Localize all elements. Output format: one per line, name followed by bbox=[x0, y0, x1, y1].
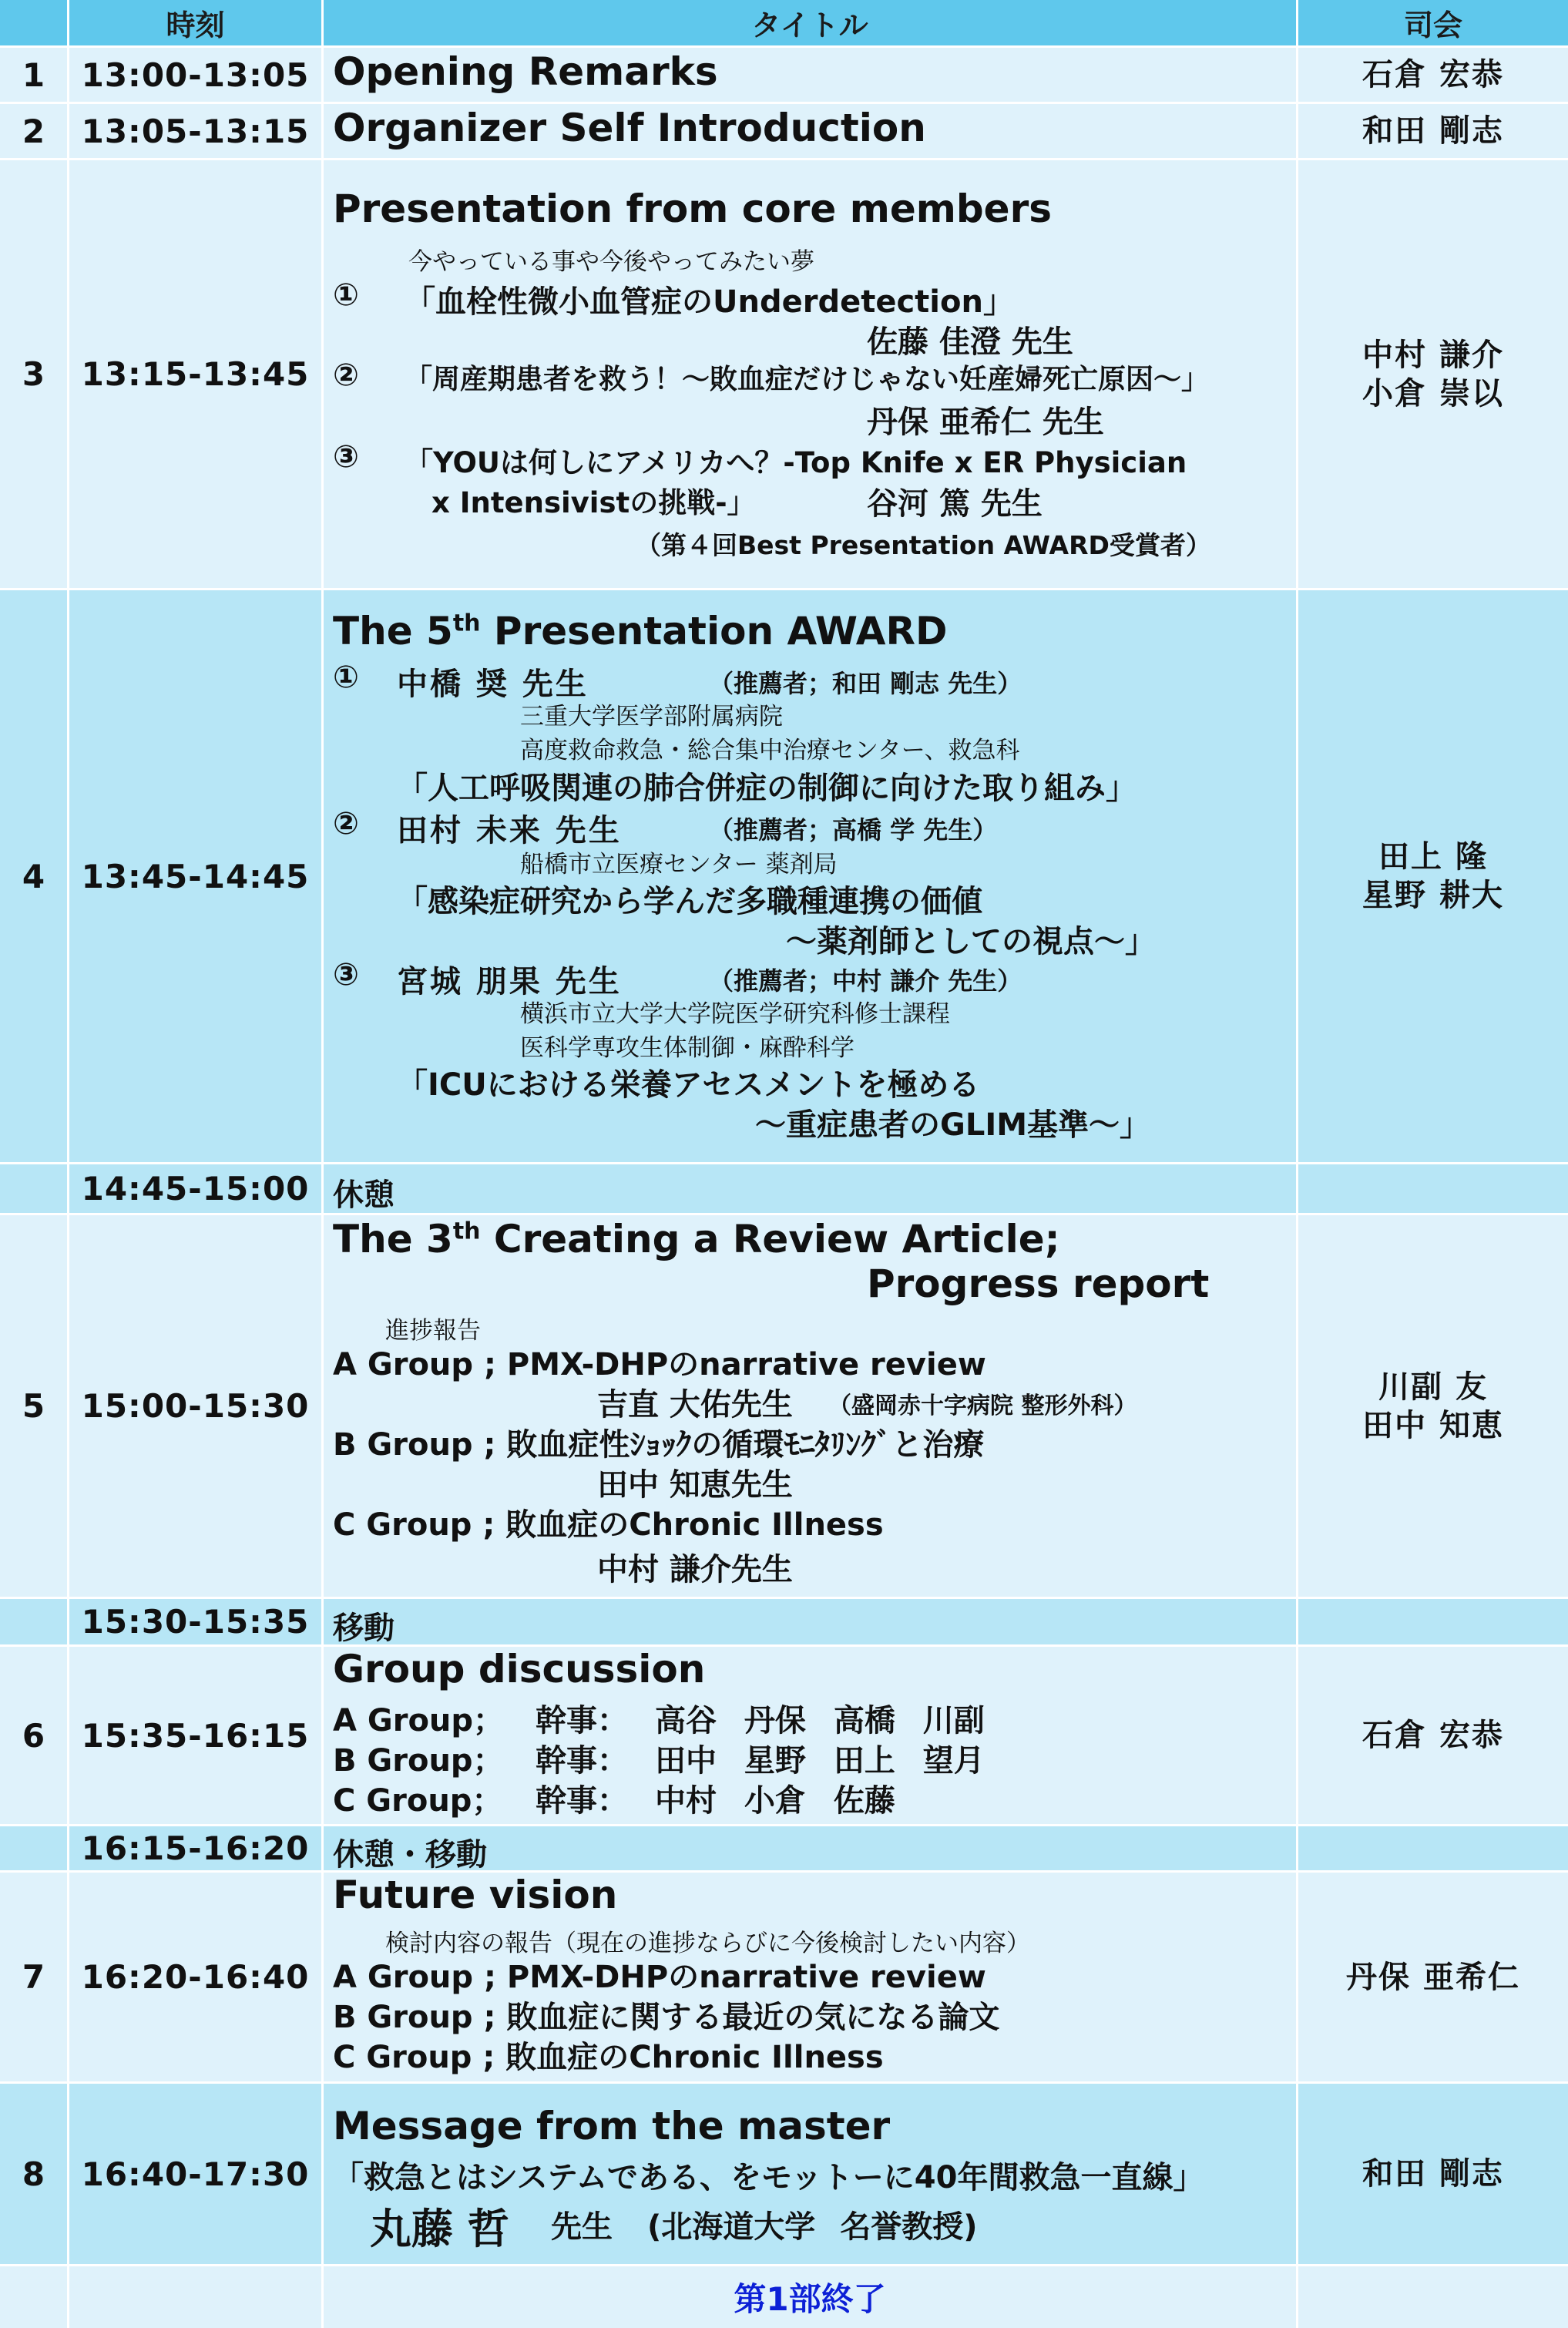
row-number: 3 bbox=[0, 160, 69, 590]
break-label: 移動 bbox=[333, 1611, 395, 1646]
group-person-note: （盛岡赤十字病院 整形外科） bbox=[828, 1392, 1137, 1419]
row-title-cell bbox=[324, 1873, 1298, 2084]
group-person: 田中 知恵先生 bbox=[597, 1467, 793, 1503]
chair-name: 田上 隆 bbox=[1378, 839, 1488, 875]
row-time: 16:15-16:20 bbox=[69, 1826, 324, 1873]
row-time: 14:45-15:00 bbox=[69, 1164, 324, 1215]
row-number: 7 bbox=[0, 1873, 69, 2084]
group-line: C Group ; 敗血症のChronic Illness bbox=[333, 1507, 884, 1543]
master-honorific: 先生 bbox=[551, 2209, 613, 2245]
row-time: 15:30-15:35 bbox=[69, 1599, 324, 1647]
group-line: C Group ; 敗血症のChronic Illness bbox=[333, 2040, 884, 2075]
presentation-topic-continued: x Intensivistの挑戦-」 bbox=[431, 486, 756, 519]
group-label: C Group； bbox=[333, 1783, 503, 1819]
row-number: 6 bbox=[0, 1647, 69, 1826]
row-title-cell bbox=[324, 48, 1298, 104]
header-number-cell bbox=[0, 0, 69, 48]
group-person: 中村 謙介先生 bbox=[597, 1552, 793, 1587]
affiliation-line: 高度救命救急・総合集中治療センター、救急科 bbox=[520, 737, 1020, 764]
break-label: 休憩・移動 bbox=[333, 1837, 487, 1873]
award-topic: 「ICUにおける栄養アセスメントを極める bbox=[397, 1067, 980, 1103]
group-members: 田中 星野 田上 望月 bbox=[655, 1743, 985, 1779]
row-chair bbox=[1298, 1873, 1568, 2084]
session-subtitle: 検討内容の報告（現在の進捗ならびに今後検討したい内容） bbox=[385, 1930, 1030, 1957]
session-title-line2: Progress report bbox=[867, 1261, 1210, 1306]
item-mark: ② bbox=[333, 358, 359, 393]
row-number bbox=[0, 1164, 69, 1215]
affiliation-line: 医科学専攻生体制御・麻酔科学 bbox=[520, 1034, 855, 1062]
recommender: （推薦者；中村 謙介 先生） bbox=[709, 966, 1022, 996]
item-mark: ③ bbox=[333, 439, 359, 475]
award-note: （第４回Best Presentation AWARD受賞者） bbox=[636, 530, 1211, 560]
award-topic-continued: ～重症患者のGLIM基準～」 bbox=[755, 1107, 1151, 1143]
session-subtitle: 進捗報告 bbox=[385, 1317, 481, 1345]
row-chair bbox=[1298, 1215, 1568, 1599]
session-subtitle: 今やっている事や今後やってみたい夢 bbox=[408, 248, 814, 276]
row-chair bbox=[1298, 160, 1568, 590]
master-name: 丸藤 哲 bbox=[370, 2205, 509, 2253]
row-time: 16:40-17:30 bbox=[69, 2084, 324, 2266]
row-chair bbox=[1298, 1164, 1568, 1215]
group-role: 幹事： bbox=[536, 1783, 628, 1819]
entry-mark: ② bbox=[333, 806, 359, 842]
row-chair bbox=[1298, 48, 1568, 104]
session-title: Message from the master bbox=[333, 2104, 891, 2148]
group-line: A Group ; PMX-DHPのnarrative review bbox=[333, 1960, 986, 1995]
row-chair bbox=[1298, 1599, 1568, 1647]
item-mark: ① bbox=[333, 277, 359, 313]
nominee-name: 宮城 朋果 先生 bbox=[397, 964, 622, 999]
presentation-topic: 「周産期患者を救う！～敗血症だけじゃない妊産婦死亡原因～」 bbox=[405, 364, 1210, 395]
row-number bbox=[0, 1599, 69, 1647]
chair-name: 石倉 宏恭 bbox=[1362, 1718, 1504, 1753]
recommender: （推薦者；和田 剛志 先生） bbox=[709, 669, 1022, 698]
master-quote: 「救急とはシステムである、をモットーに40年間救急一直線」 bbox=[333, 2160, 1204, 2195]
affiliation-line: 横浜市立大学大学院医学研究科修士課程 bbox=[520, 1000, 950, 1028]
row-chair bbox=[1298, 1647, 1568, 1826]
row-title-cell bbox=[324, 1215, 1298, 1599]
group-members: 高谷 丹保 高橋 川副 bbox=[655, 1703, 985, 1738]
session-title: Presentation from core members bbox=[333, 186, 1052, 231]
row-number: 1 bbox=[0, 48, 69, 104]
row-time: 13:05-13:15 bbox=[69, 104, 324, 160]
nominee-name: 中橋 奨 先生 bbox=[397, 667, 589, 702]
chair-name: 小倉 崇以 bbox=[1362, 375, 1504, 412]
presenter-name: 丹保 亜希仁 先生 bbox=[867, 405, 1104, 440]
header-chair: 司会 bbox=[1298, 0, 1568, 48]
footer-cell bbox=[69, 2266, 324, 2328]
group-label: A Group； bbox=[333, 1703, 505, 1738]
row-number bbox=[0, 1826, 69, 1873]
award-topic-continued: ～薬剤師としての視点～」 bbox=[786, 924, 1156, 959]
master-affiliation: (北海道大学 名誉教授) bbox=[647, 2209, 978, 2245]
row-title-cell bbox=[324, 590, 1298, 1164]
header-time: 時刻 bbox=[69, 0, 324, 48]
row-time: 15:35-16:15 bbox=[69, 1647, 324, 1826]
row-title-cell bbox=[324, 1164, 1298, 1215]
session-title: Future vision bbox=[333, 1873, 618, 1917]
nominee-name: 田村 未来 先生 bbox=[397, 813, 622, 848]
row-time: 13:15-13:45 bbox=[69, 160, 324, 590]
part1-end-label: 第1部終了 bbox=[324, 2266, 1298, 2328]
chair-name: 和田 剛志 bbox=[1362, 113, 1504, 149]
row-chair bbox=[1298, 104, 1568, 160]
presentation-topic: 「YOUは何しにアメリカへ？-Top Knife x ER Physician bbox=[405, 446, 1187, 479]
award-topic: 「人工呼吸関連の肺合併症の制御に向けた取り組み」 bbox=[397, 771, 1137, 806]
group-line: B Group ; 敗血症性ｼｮｯｸの循環ﾓﾆﾀﾘﾝｸﾞと治療 bbox=[333, 1427, 985, 1463]
group-role: 幹事： bbox=[536, 1703, 628, 1738]
group-members: 中村 小倉 佐藤 bbox=[655, 1783, 895, 1819]
entry-mark: ① bbox=[333, 660, 359, 695]
row-title-cell bbox=[324, 104, 1298, 160]
presenter-name: 谷河 篤 先生 bbox=[867, 486, 1043, 522]
presenter-name: 佐藤 佳澄 先生 bbox=[867, 324, 1073, 360]
break-label: 休憩 bbox=[333, 1177, 395, 1213]
session-title: The 3th Creating a Review Article; bbox=[333, 1217, 1060, 1261]
row-time: 15:00-15:30 bbox=[69, 1215, 324, 1599]
header-title: タイトル bbox=[324, 0, 1298, 48]
chair-name: 石倉 宏恭 bbox=[1362, 57, 1504, 92]
row-number: 8 bbox=[0, 2084, 69, 2266]
group-person: 吉直 大佑先生 bbox=[597, 1387, 793, 1423]
chair-name: 田中 知恵 bbox=[1362, 1407, 1504, 1443]
footer-cell bbox=[0, 2266, 69, 2328]
row-number: 4 bbox=[0, 590, 69, 1164]
row-time: 16:20-16:40 bbox=[69, 1873, 324, 2084]
row-number: 2 bbox=[0, 104, 69, 160]
row-chair bbox=[1298, 590, 1568, 1164]
session-title: Opening Remarks bbox=[333, 49, 718, 94]
chair-name: 川副 友 bbox=[1378, 1369, 1488, 1405]
row-title-cell bbox=[324, 160, 1298, 590]
row-chair bbox=[1298, 1826, 1568, 1873]
group-line: B Group ; 敗血症に関する最近の気になる論文 bbox=[333, 2000, 1000, 2035]
row-time: 13:45-14:45 bbox=[69, 590, 324, 1164]
row-title-cell bbox=[324, 1599, 1298, 1647]
row-number: 5 bbox=[0, 1215, 69, 1599]
group-line: A Group ; PMX-DHPのnarrative review bbox=[333, 1347, 986, 1382]
chair-name: 中村 謙介 bbox=[1362, 337, 1504, 373]
row-time: 13:00-13:05 bbox=[69, 48, 324, 104]
group-role: 幹事： bbox=[536, 1743, 628, 1779]
affiliation-line: 三重大学医学部附属病院 bbox=[520, 703, 783, 731]
award-topic: 「感染症研究から学んだ多職種連携の価値 bbox=[397, 884, 982, 919]
affiliation-line: 船橋市立医療センター 薬剤局 bbox=[520, 851, 838, 878]
chair-name: 丹保 亜希仁 bbox=[1346, 1959, 1520, 1995]
entry-mark: ③ bbox=[333, 957, 359, 993]
recommender: （推薦者；高橋 学 先生） bbox=[709, 815, 998, 845]
row-title-cell bbox=[324, 1826, 1298, 1873]
row-chair bbox=[1298, 2084, 1568, 2266]
session-title: Group discussion bbox=[333, 1647, 706, 1691]
session-title: The 5th Presentation AWARD bbox=[333, 609, 948, 653]
chair-name: 和田 剛志 bbox=[1362, 2156, 1504, 2192]
row-title-cell bbox=[324, 2084, 1298, 2266]
group-label: B Group； bbox=[333, 1743, 504, 1779]
row-title-cell bbox=[324, 1647, 1298, 1826]
session-title: Organizer Self Introduction bbox=[333, 106, 926, 150]
footer-cell bbox=[1298, 2266, 1568, 2328]
chair-name: 星野 耕大 bbox=[1362, 878, 1504, 913]
presentation-topic: 「血栓性微小血管症のUnderdetection」 bbox=[405, 284, 1014, 320]
